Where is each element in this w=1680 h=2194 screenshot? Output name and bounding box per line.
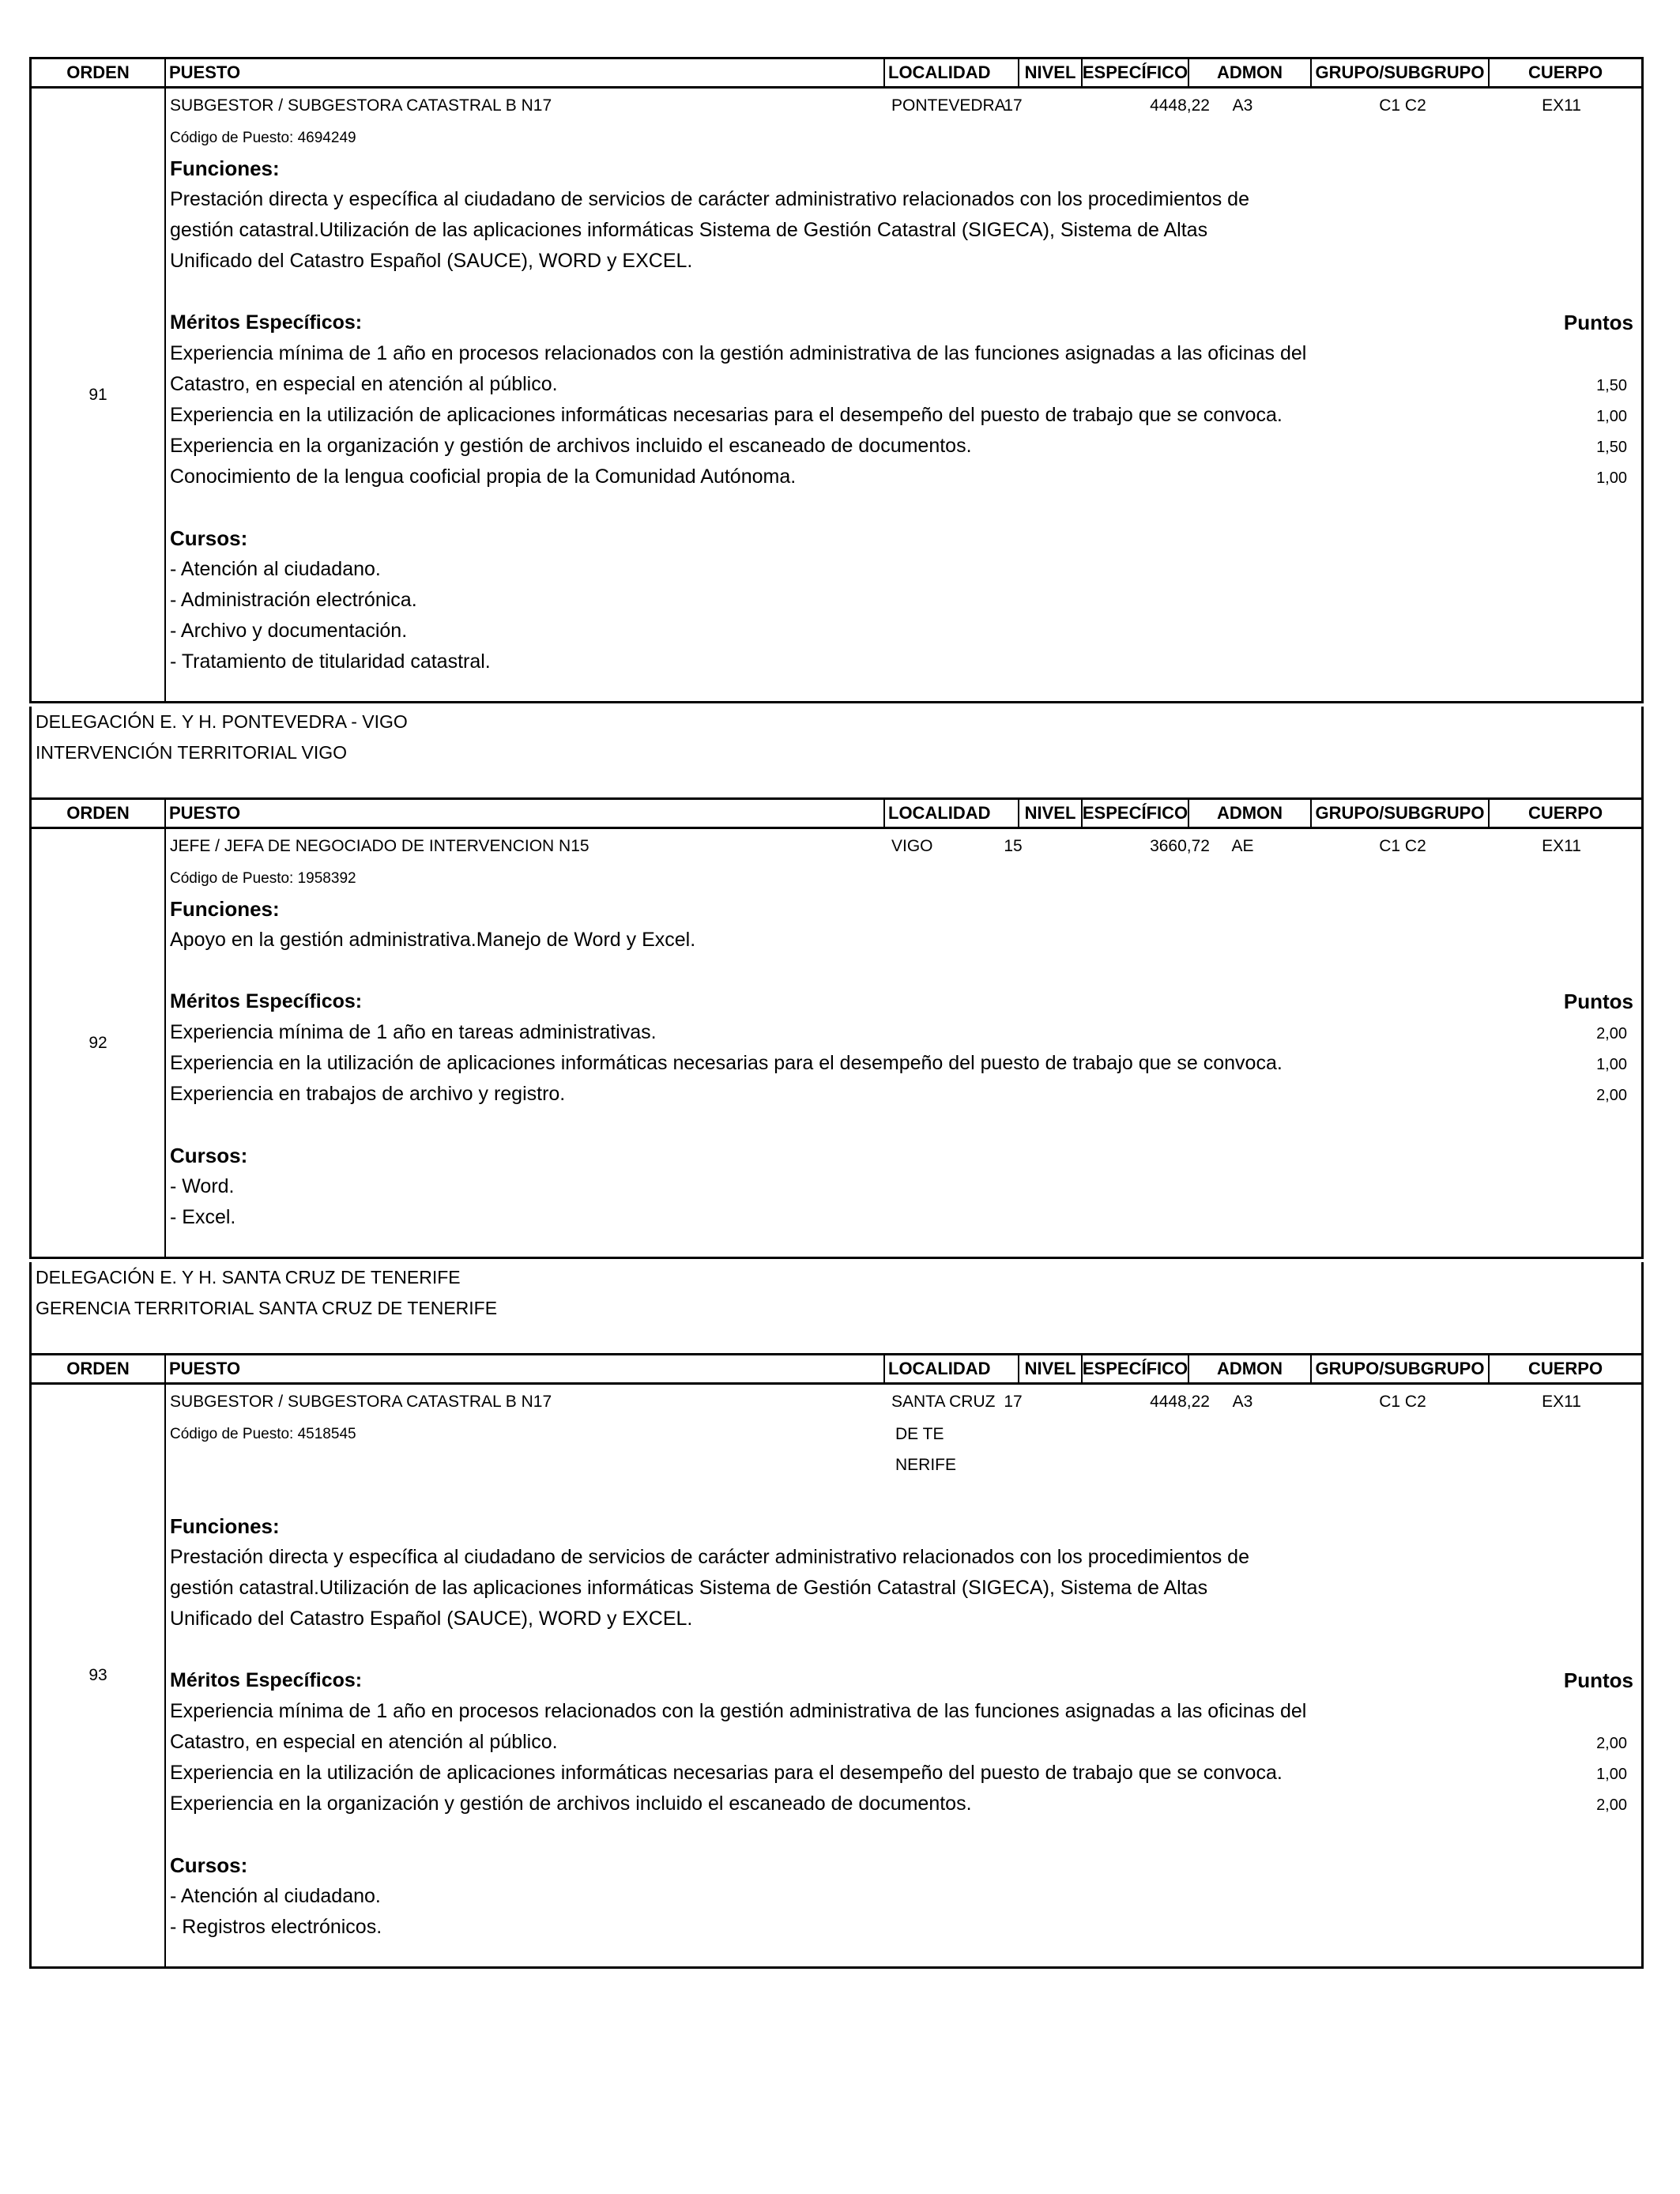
position-summary-row: [170, 1388, 1641, 1419]
header-cuerpo: CUERPO: [1527, 1359, 1603, 1378]
funciones-line: gestión catastral.Utilización de las aplicaciones informáticas Sistema de Gestión Catastral (SIGECA), Sistema de Altas: [170, 1577, 1208, 1599]
header-grupo: GRUPO/SUBGRUPO: [1312, 1355, 1490, 1382]
codigo-puesto-row: [170, 1419, 1641, 1449]
header-especifico: ESPECÍFICO: [1083, 800, 1189, 827]
merito-text: Experiencia en la utilización de aplicaciones informáticas necesarias para el desempeño del puesto de trabajo que se convoca.: [170, 1762, 1283, 1784]
cuerpo-value: EX11: [1542, 837, 1581, 855]
merito-points: 2,00: [1596, 1025, 1627, 1042]
curso-item: - Archivo y documentación.: [170, 620, 408, 642]
localidad-value: VIGO: [891, 837, 933, 855]
position-summary-row: [170, 832, 1641, 863]
funciones-heading: Funciones:: [170, 1514, 280, 1538]
meritos-heading: Méritos Específicos:: [170, 1669, 363, 1691]
merito-points: 1,00: [1596, 408, 1627, 425]
position-content: [166, 89, 1641, 701]
header-especifico: ESPECÍFICO: [1083, 59, 1189, 86]
header-grupo: GRUPO/SUBGRUPO: [1312, 59, 1490, 86]
merito-points: 1,50: [1596, 377, 1627, 394]
table-header: [29, 797, 1644, 829]
curso-item: - Word.: [170, 1175, 235, 1197]
position-block-93: [29, 1385, 1644, 1969]
header-cuerpo: CUERPO: [1527, 62, 1603, 82]
merito-points: 2,00: [1596, 1735, 1627, 1752]
curso-item: - Administración electrónica.: [170, 589, 417, 611]
merito-text: Experiencia mínima de 1 año en procesos relacionados con la gestión administrativa de las funciones asignadas a las oficinas del: [170, 1700, 1307, 1722]
merito-line: [170, 1758, 1641, 1789]
funciones-line: Apoyo en la gestión administrativa.Manejo de Word y Excel.: [170, 929, 696, 951]
curso-item: - Atención al ciudadano.: [170, 1885, 381, 1907]
header-grupo: GRUPO/SUBGRUPO: [1312, 800, 1490, 827]
curso-item: - Atención al ciudadano.: [170, 558, 381, 580]
position-summary-row: [170, 92, 1641, 123]
especifico-value: 3660,72: [1150, 837, 1210, 855]
puntos-heading: Puntos: [1563, 311, 1633, 334]
meritos-heading-row: [170, 986, 1641, 1017]
puntos-heading: Puntos: [1563, 1668, 1633, 1692]
puntos-heading: Puntos: [1563, 990, 1633, 1013]
header-admon: ADMON: [1189, 1355, 1312, 1382]
table-header: [29, 57, 1644, 89]
header-puesto: PUESTO: [166, 59, 885, 86]
especifico-value: 4448,22: [1150, 1393, 1210, 1411]
merito-text: Experiencia en la organización y gestión de archivos incluido el escaneado de documentos.: [170, 435, 972, 457]
funciones-line: Prestación directa y específica al ciudadano de servicios de carácter administrativo relacionados con los procedimientos de: [170, 1546, 1249, 1568]
delegation-name: DELEGACIÓN E. Y H. SANTA CRUZ DE TENERIFE: [36, 1267, 461, 1287]
header-orden: ORDEN: [32, 800, 166, 827]
delegation-heading: [29, 707, 1644, 797]
header-orden: ORDEN: [32, 59, 166, 86]
merito-text: Experiencia en la organización y gestión de archivos incluido el escaneado de documentos.: [170, 1793, 972, 1815]
merito-points: 2,00: [1596, 1796, 1627, 1814]
merito-text: Catastro, en especial en atención al público.: [170, 373, 558, 395]
admon-value: A3: [1232, 1393, 1253, 1411]
merito-points: 1,50: [1596, 439, 1627, 456]
merito-text: Experiencia en la utilización de aplicaciones informáticas necesarias para el desempeño del puesto de trabajo que se convoca.: [170, 404, 1283, 426]
grupo-value: C1 C2: [1379, 96, 1426, 115]
meritos-heading-row: [170, 1665, 1641, 1696]
funciones-heading: Funciones:: [170, 897, 280, 921]
cuerpo-value: EX11: [1542, 96, 1581, 115]
header-localidad: LOCALIDAD: [885, 1355, 1019, 1382]
cursos-heading: Cursos:: [170, 526, 248, 550]
merito-points: 2,00: [1596, 1087, 1627, 1104]
header-localidad: LOCALIDAD: [885, 59, 1019, 86]
merito-line: [170, 1048, 1641, 1079]
header-puesto: PUESTO: [166, 1355, 885, 1382]
funciones-line: Prestación directa y específica al ciudadano de servicios de carácter administrativo relacionados con los procedimientos de: [170, 188, 1249, 210]
nivel-value: 15: [1004, 837, 1023, 855]
curso-item: - Tratamiento de titularidad catastral.: [170, 650, 491, 673]
header-nivel: NIVEL: [1019, 800, 1083, 827]
admon-value: A3: [1232, 96, 1253, 115]
delegation-name: DELEGACIÓN E. Y H. PONTEVEDRA - VIGO: [36, 711, 408, 732]
cursos-heading: Cursos:: [170, 1853, 248, 1877]
localidad-continued: DE TE: [895, 1425, 944, 1443]
cuerpo-value: EX11: [1542, 1393, 1581, 1411]
merito-line: [170, 462, 1641, 492]
merito-line: [170, 369, 1641, 400]
merito-line: [170, 1789, 1641, 1819]
grupo-value: C1 C2: [1379, 837, 1426, 855]
position-block-91: [29, 89, 1644, 703]
position-block-92: [29, 829, 1644, 1259]
header-orden: ORDEN: [32, 1355, 166, 1382]
header-puesto: PUESTO: [166, 800, 885, 827]
merito-text: Catastro, en especial en atención al público.: [170, 1731, 558, 1753]
merito-line: [170, 1017, 1641, 1048]
funciones-line: gestión catastral.Utilización de las aplicaciones informáticas Sistema de Gestión Catastral (SIGECA), Sistema de Altas: [170, 219, 1208, 241]
puesto-title: JEFE / JEFA DE NEGOCIADO DE INTERVENCION N15: [170, 837, 590, 855]
meritos-heading-row: [170, 307, 1641, 338]
codigo-puesto: Código de Puesto: 4518545: [170, 1426, 356, 1442]
nivel-value: 17: [1004, 96, 1023, 115]
document-page: [29, 57, 1644, 1969]
localidad-value: SANTA CRUZ: [891, 1393, 996, 1411]
position-content: [166, 1385, 1641, 1966]
header-admon: ADMON: [1189, 59, 1312, 86]
merito-line: [170, 1696, 1641, 1727]
merito-points: 1,00: [1596, 1766, 1627, 1783]
nivel-value: 17: [1004, 1393, 1023, 1411]
merito-text: Experiencia mínima de 1 año en tareas administrativas.: [170, 1021, 657, 1043]
funciones-heading: Funciones:: [170, 156, 280, 180]
grupo-value: C1 C2: [1379, 1393, 1426, 1411]
meritos-heading: Méritos Específicos:: [170, 990, 363, 1012]
position-content: [166, 829, 1641, 1257]
merito-line: [170, 400, 1641, 431]
header-cuerpo: CUERPO: [1527, 803, 1603, 823]
header-nivel: NIVEL: [1019, 1355, 1083, 1382]
merito-points: 1,00: [1596, 469, 1627, 487]
merito-line: [170, 431, 1641, 462]
codigo-puesto: Código de Puesto: 4694249: [170, 130, 356, 146]
merito-points: 1,00: [1596, 1056, 1627, 1073]
curso-item: - Excel.: [170, 1206, 236, 1228]
delegation-heading: [29, 1262, 1644, 1353]
delegation-office: INTERVENCIÓN TERRITORIAL VIGO: [36, 742, 348, 763]
orden-number: 93: [32, 1385, 166, 1966]
merito-text: Conocimiento de la lengua cooficial propia de la Comunidad Autónoma.: [170, 466, 797, 488]
admon-value: AE: [1231, 837, 1254, 855]
funciones-line: Unificado del Catastro Español (SAUCE), WORD y EXCEL.: [170, 1608, 693, 1630]
merito-text: Experiencia en trabajos de archivo y registro.: [170, 1083, 566, 1105]
localidad-continued: NERIFE: [895, 1456, 957, 1474]
puesto-title: SUBGESTOR / SUBGESTORA CATASTRAL B N17: [170, 1393, 552, 1411]
localidad-continued-row: [170, 1449, 1641, 1480]
table-header: [29, 1353, 1644, 1385]
curso-item: - Registros electrónicos.: [170, 1916, 382, 1938]
merito-text: Experiencia en la utilización de aplicaciones informáticas necesarias para el desempeño del puesto de trabajo que se convoca.: [170, 1052, 1283, 1074]
meritos-heading: Méritos Específicos:: [170, 311, 363, 334]
merito-line: [170, 1727, 1641, 1758]
delegation-office: GERENCIA TERRITORIAL SANTA CRUZ DE TENERIFE: [36, 1298, 498, 1318]
merito-text: Experiencia mínima de 1 año en procesos relacionados con la gestión administrativa de las funciones asignadas a las oficinas del: [170, 342, 1307, 364]
merito-line: [170, 1079, 1641, 1110]
localidad-value: PONTEVEDRA: [891, 96, 1006, 115]
header-nivel: NIVEL: [1019, 59, 1083, 86]
orden-number: 91: [32, 89, 166, 701]
codigo-puesto: Código de Puesto: 1958392: [170, 870, 356, 887]
cursos-heading: Cursos:: [170, 1144, 248, 1167]
puesto-title: SUBGESTOR / SUBGESTORA CATASTRAL B N17: [170, 96, 552, 115]
orden-number: 92: [32, 829, 166, 1257]
header-especifico: ESPECÍFICO: [1083, 1355, 1189, 1382]
especifico-value: 4448,22: [1150, 96, 1210, 115]
merito-line: [170, 338, 1641, 369]
funciones-line: Unificado del Catastro Español (SAUCE), WORD y EXCEL.: [170, 250, 693, 272]
header-admon: ADMON: [1189, 800, 1312, 827]
header-localidad: LOCALIDAD: [885, 800, 1019, 827]
